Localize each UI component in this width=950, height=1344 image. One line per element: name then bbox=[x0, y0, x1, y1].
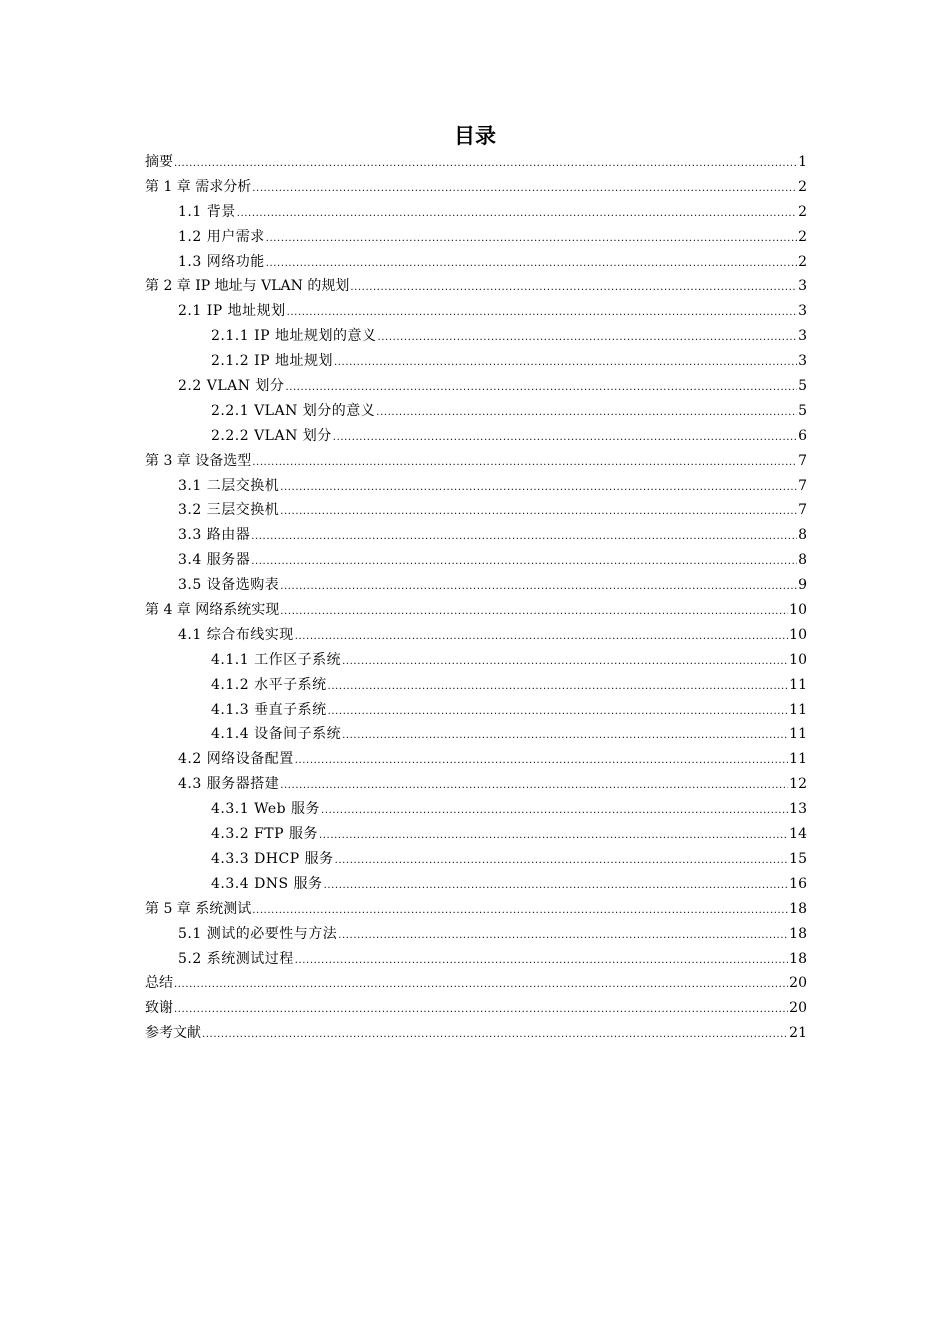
toc-entry-page-number[interactable]: 10 bbox=[789, 602, 807, 619]
toc-entry[interactable] bbox=[145, 299, 807, 324]
toc-entry-page-number[interactable]: 14 bbox=[789, 826, 807, 843]
toc-entry-label[interactable]: 4.3.4 DNS 服务 bbox=[211, 875, 323, 892]
toc-entry-label[interactable]: 3.1 二层交换机 bbox=[178, 477, 280, 494]
toc-entry[interactable] bbox=[145, 274, 807, 299]
toc-entry[interactable] bbox=[145, 449, 807, 474]
toc-entry[interactable] bbox=[145, 498, 807, 523]
toc-entry[interactable] bbox=[145, 722, 807, 747]
toc-dot-leader bbox=[377, 326, 797, 351]
toc-entry-page-number[interactable]: 18 bbox=[789, 950, 807, 967]
toc-entry[interactable] bbox=[145, 598, 807, 623]
toc-entry-page-number[interactable]: 20 bbox=[789, 1000, 807, 1017]
toc-dot-leader bbox=[202, 1023, 788, 1048]
toc-entry-page-number[interactable]: 2 bbox=[798, 228, 807, 245]
toc-entry[interactable] bbox=[145, 324, 807, 349]
toc-dot-leader bbox=[174, 998, 788, 1023]
toc-entry-page-number[interactable]: 3 bbox=[798, 278, 807, 295]
toc-entry-label[interactable]: 4.1.4 设备间子系统 bbox=[211, 726, 342, 743]
toc-dot-leader bbox=[321, 799, 788, 824]
toc-entry[interactable] bbox=[145, 374, 807, 399]
toc-entry-page-number[interactable]: 2 bbox=[798, 253, 807, 270]
toc-dot-leader bbox=[280, 600, 788, 625]
toc-entry-page-number[interactable]: 18 bbox=[789, 925, 807, 942]
toc-dot-leader bbox=[251, 525, 797, 550]
toc-dot-leader bbox=[342, 724, 788, 749]
toc-entry-page-number[interactable]: 8 bbox=[798, 527, 807, 544]
toc-entry-label[interactable]: 4.3.2 FTP 服务 bbox=[211, 826, 318, 843]
toc-dot-leader bbox=[335, 849, 789, 874]
toc-entry-page-number[interactable]: 3 bbox=[798, 328, 807, 345]
toc-entry[interactable] bbox=[145, 673, 807, 698]
toc-entry-label[interactable]: 第 2 章 IP 地址与 VLAN 的规划 bbox=[145, 278, 350, 295]
toc-entry[interactable] bbox=[145, 573, 807, 598]
toc-entry-label[interactable]: 2.2.1 VLAN 划分的意义 bbox=[211, 402, 376, 419]
toc-dot-leader bbox=[266, 227, 797, 252]
toc-entry-page-number[interactable]: 3 bbox=[798, 353, 807, 370]
toc-entry-label[interactable]: 5.1 测试的必要性与方法 bbox=[178, 925, 338, 942]
toc-dot-leader bbox=[280, 774, 788, 799]
toc-entry-label[interactable]: 4.1.3 垂直子系统 bbox=[211, 701, 327, 718]
toc-entry[interactable] bbox=[145, 922, 807, 947]
toc-entry-label[interactable]: 总结 bbox=[145, 975, 173, 992]
toc-entry-label[interactable]: 2.2 VLAN 划分 bbox=[178, 378, 285, 395]
toc-dot-leader bbox=[319, 824, 788, 849]
toc-entry-label[interactable]: 3.3 路由器 bbox=[178, 527, 251, 544]
toc-entry-page-number[interactable]: 7 bbox=[798, 452, 807, 469]
toc-entry-page-number[interactable]: 3 bbox=[798, 303, 807, 320]
toc-entry-label[interactable]: 2.2.2 VLAN 划分 bbox=[211, 427, 332, 444]
toc-dot-leader bbox=[324, 874, 789, 899]
toc-entry-label[interactable]: 第 4 章 网络系统实现 bbox=[145, 602, 280, 619]
toc-entry-label[interactable]: 2.1 IP 地址规划 bbox=[178, 303, 286, 320]
toc-entry-page-number[interactable]: 5 bbox=[798, 378, 807, 395]
toc-entry-label[interactable]: 1.1 背景 bbox=[178, 203, 236, 220]
toc-entry-label[interactable]: 1.3 网络功能 bbox=[178, 253, 265, 270]
toc-entry[interactable] bbox=[145, 424, 807, 449]
toc-dot-leader bbox=[328, 675, 789, 700]
toc-entry[interactable] bbox=[145, 847, 807, 872]
toc-entry-page-number[interactable]: 15 bbox=[789, 850, 807, 867]
toc-entry-label[interactable]: 3.4 服务器 bbox=[178, 552, 251, 569]
toc-entry[interactable] bbox=[145, 822, 807, 847]
toc-entry-label[interactable]: 第 1 章 需求分析 bbox=[145, 178, 252, 195]
toc-entry[interactable] bbox=[145, 1021, 807, 1046]
toc-entry[interactable] bbox=[145, 698, 807, 723]
toc-entry-page-number[interactable]: 2 bbox=[798, 178, 807, 195]
toc-dot-leader bbox=[295, 949, 788, 974]
toc-dot-leader bbox=[295, 625, 788, 650]
toc-entry[interactable] bbox=[145, 797, 807, 822]
toc-entry[interactable] bbox=[145, 971, 807, 996]
toc-entry[interactable] bbox=[145, 623, 807, 648]
toc-dot-leader bbox=[280, 500, 797, 525]
toc-entry[interactable] bbox=[145, 150, 807, 175]
toc-entry[interactable] bbox=[145, 349, 807, 374]
toc-entry[interactable] bbox=[145, 474, 807, 499]
toc-entry[interactable] bbox=[145, 897, 807, 922]
toc-entry-page-number[interactable]: 6 bbox=[798, 427, 807, 444]
toc-dot-leader bbox=[350, 276, 797, 301]
toc-entry[interactable] bbox=[145, 648, 807, 673]
toc-entry-page-number[interactable]: 13 bbox=[789, 801, 807, 818]
toc-dot-leader bbox=[338, 924, 788, 949]
toc-dot-leader bbox=[328, 700, 789, 725]
toc-entry-page-number[interactable]: 16 bbox=[789, 875, 807, 892]
toc-entry[interactable] bbox=[145, 225, 807, 250]
toc-entry-page-number[interactable]: 11 bbox=[789, 676, 807, 693]
toc-entry-label[interactable]: 参考文献 bbox=[145, 1025, 201, 1042]
toc-entry-label[interactable]: 5.2 系统测试过程 bbox=[178, 950, 294, 967]
toc-dot-leader bbox=[174, 152, 797, 177]
toc-entry-label[interactable]: 第 5 章 系统测试 bbox=[145, 900, 252, 917]
toc-entry[interactable] bbox=[145, 548, 807, 573]
toc-entry-page-number[interactable]: 10 bbox=[789, 651, 807, 668]
toc-dot-leader bbox=[251, 550, 797, 575]
toc-dot-leader bbox=[285, 376, 797, 401]
toc-entry[interactable] bbox=[145, 947, 807, 972]
toc-entry[interactable] bbox=[145, 250, 807, 275]
toc-entry[interactable] bbox=[145, 747, 807, 772]
toc-entry-label[interactable]: 4.1.1 工作区子系统 bbox=[211, 651, 342, 668]
toc-entry-label[interactable]: 致谢 bbox=[145, 1000, 173, 1017]
toc-entry-page-number[interactable]: 8 bbox=[798, 552, 807, 569]
toc-entry[interactable] bbox=[145, 772, 807, 797]
toc-entry-label[interactable]: 2.1.2 IP 地址规划 bbox=[211, 353, 333, 370]
toc-entry-label[interactable]: 4.3.1 Web 服务 bbox=[211, 801, 321, 818]
toc-dot-leader bbox=[174, 973, 788, 998]
toc-entry-label[interactable]: 2.1.1 IP 地址规划的意义 bbox=[211, 328, 377, 345]
toc-dot-leader bbox=[266, 252, 797, 277]
toc-entry-page-number[interactable]: 7 bbox=[798, 502, 807, 519]
toc-entry-label[interactable]: 4.1 综合布线实现 bbox=[178, 626, 294, 643]
toc-dot-leader bbox=[280, 476, 797, 501]
toc-entry-page-number[interactable]: 12 bbox=[789, 776, 807, 793]
toc-dot-leader bbox=[295, 749, 788, 774]
toc-entry-page-number[interactable]: 11 bbox=[789, 701, 807, 718]
toc-entry[interactable] bbox=[145, 175, 807, 200]
toc-entry-label[interactable]: 1.2 用户需求 bbox=[178, 228, 265, 245]
toc-entry-label[interactable]: 4.1.2 水平子系统 bbox=[211, 676, 327, 693]
toc-entry-page-number[interactable]: 11 bbox=[789, 726, 807, 743]
toc-dot-leader bbox=[342, 650, 788, 675]
toc-entry-page-number[interactable]: 1 bbox=[798, 154, 807, 170]
toc-dot-leader bbox=[334, 351, 797, 376]
toc-entry-label[interactable]: 3.5 设备选购表 bbox=[178, 577, 280, 594]
toc-entry-label[interactable]: 4.2 网络设备配置 bbox=[178, 751, 294, 768]
toc-entry[interactable] bbox=[145, 872, 807, 897]
toc-entry-page-number[interactable]: 18 bbox=[789, 900, 807, 917]
toc-entry[interactable] bbox=[145, 200, 807, 225]
toc-dot-leader bbox=[252, 451, 797, 476]
toc-entry[interactable] bbox=[145, 399, 807, 424]
toc-dot-leader bbox=[237, 202, 797, 227]
toc-entry[interactable] bbox=[145, 523, 807, 548]
toc-entry-page-number[interactable]: 20 bbox=[789, 975, 807, 992]
toc-dot-leader bbox=[376, 401, 797, 426]
toc-entry-label[interactable]: 摘要 bbox=[145, 154, 173, 170]
toc-entry-page-number[interactable]: 10 bbox=[789, 626, 807, 643]
toc-entry-page-number[interactable]: 21 bbox=[789, 1025, 807, 1042]
toc-entry-page-number[interactable]: 9 bbox=[798, 577, 807, 594]
toc-entry-page-number[interactable]: 5 bbox=[798, 402, 807, 419]
toc-entry-label[interactable]: 3.2 三层交换机 bbox=[178, 502, 280, 519]
toc-dot-leader bbox=[280, 575, 797, 600]
page-title: 目录 bbox=[454, 124, 496, 148]
toc-dot-leader bbox=[252, 899, 788, 924]
toc-dot-leader bbox=[287, 301, 797, 326]
toc-entry-label[interactable]: 4.3.3 DHCP 服务 bbox=[211, 850, 334, 867]
toc-entry-page-number[interactable]: 7 bbox=[798, 477, 807, 494]
toc-dot-leader bbox=[333, 426, 797, 451]
toc-entry-label[interactable]: 4.3 服务器搭建 bbox=[178, 776, 280, 793]
toc-entry[interactable] bbox=[145, 996, 807, 1021]
toc-entry-label[interactable]: 第 3 章 设备选型 bbox=[145, 452, 252, 469]
table-of-contents bbox=[145, 150, 807, 1046]
toc-entry-page-number[interactable]: 2 bbox=[798, 203, 807, 220]
toc-dot-leader bbox=[252, 177, 797, 202]
toc-entry-page-number[interactable]: 11 bbox=[789, 751, 807, 768]
